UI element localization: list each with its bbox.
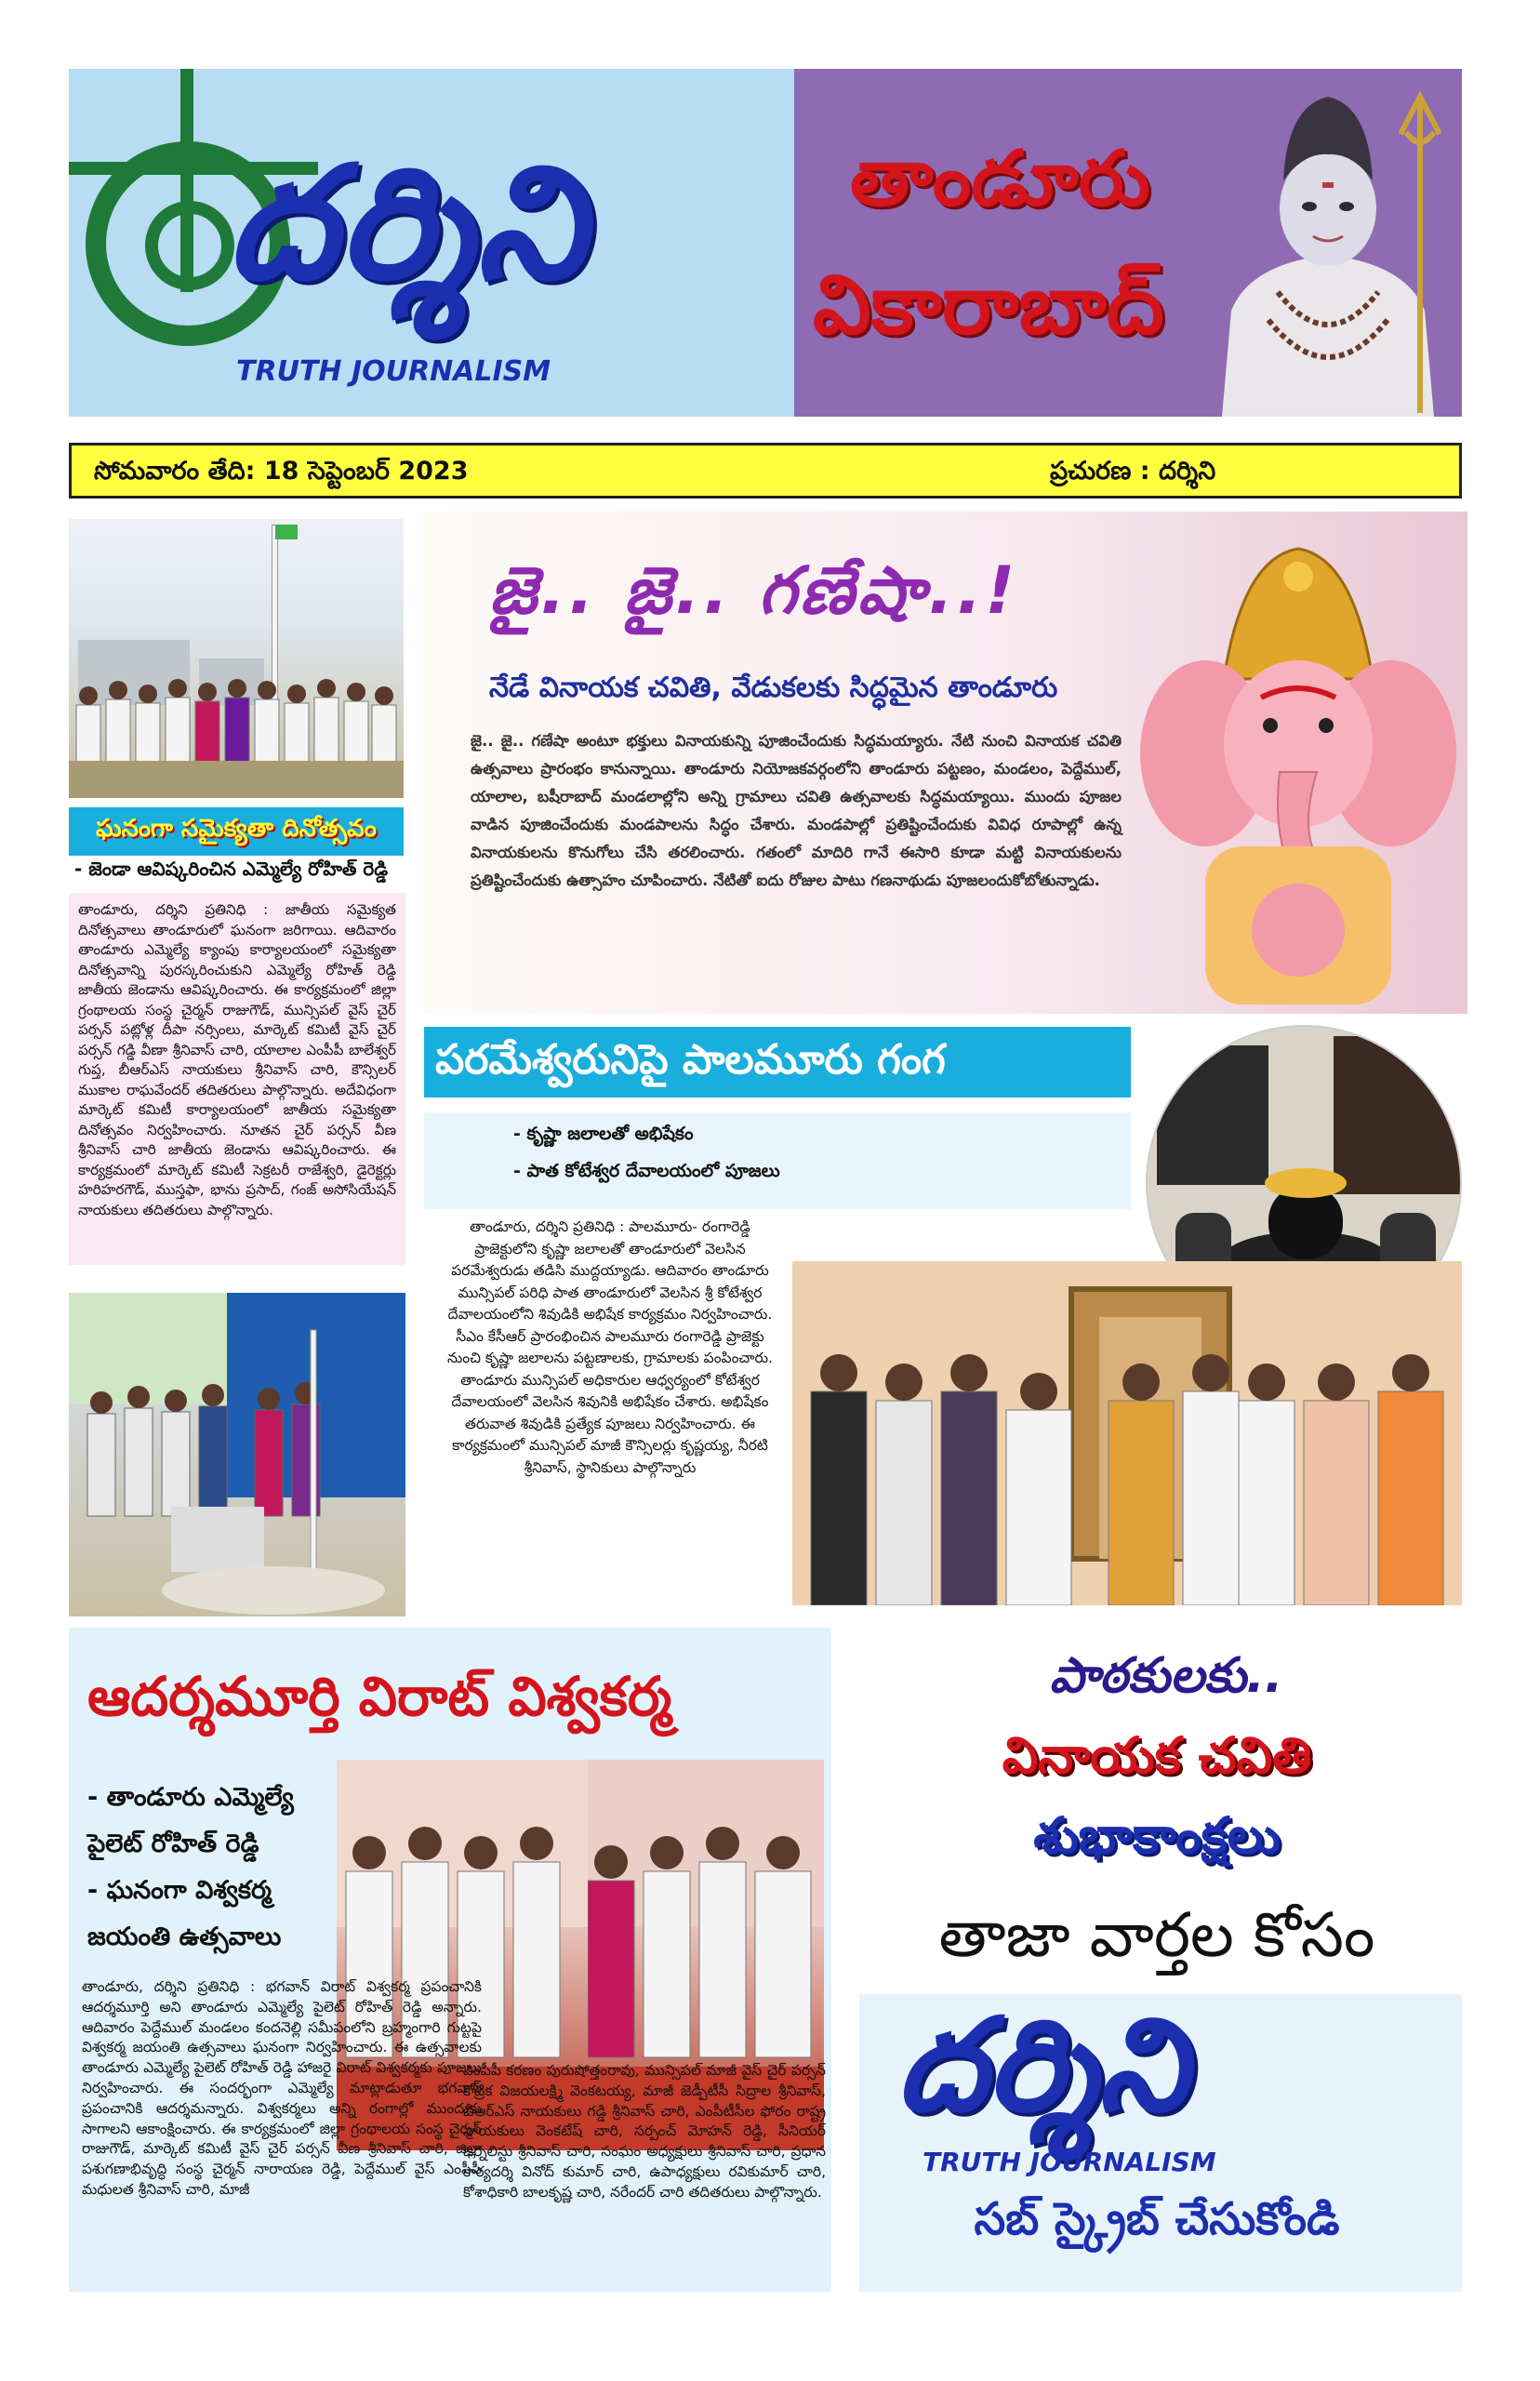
- ground-shape: [69, 761, 404, 798]
- vishwakarma-subhead-4: జయంతి ఉత్సవాలు: [87, 1922, 282, 1951]
- memorial-gathering-photo: [69, 1293, 405, 1616]
- promo-fresh-news-line: తాజా వార్తల కోసం: [938, 1899, 1375, 1971]
- date-bar: [69, 443, 1462, 499]
- integration-day-body: తాండూరు, దర్శిని ప్రతినిధి : జాతీయ సమైక్యత దినోత్సవాలు తాండూరులో ఘనంగా జరిగాయి. ఆదివారం తాండూరు ఎమ్మెల్యే క్యాంపు కార్యాలయంలో సమైక్యతా దినోత్సవాన్ని పురస్కరించుకుని ఎమ్మెల్యే రోహిత్ రెడ్డి జాతీయ జెండాను ఆవిష్కరించారు. ఈ కార్యక్రమంలో జిల్లా గ్రంథాలయ సంస్థ చైర్మన్ రాజుగౌడ్, మున్సిపల్ వైస్ చైర్ పర్సన్ పట్లోళ్ల దీపా నర్సింలు, మార్కెట్ కమిటీ వైస్ చైర్ పర్సన్ గడ్డి వీణా శ్రీనివాస్ చారి, యాలాల ఎంపీపీ బాలేశ్వర్ గుప్త, బీఆర్ఎస్ నాయకులు శ్రీనివాస్ చారి, కౌన్సిలర్ ముకాల రాఘవేందర్ తదితరులు పాల్గొన్నారు. అదేవిధంగా మార్కెట్ కమిటీ కార్యాలయంలో జాతీయ సమైక్యతా దినోత్సవం నిర్వహించారు. నూతన చైర్ పర్సన్ వీణ శ్రీనివాస్ చారి జాతీయ జెండాను ఆవిష్కరించారు. ఈ కార్యక్రమంలో మార్కెట్ కమిటీ సెక్రటరీ రాజేశ్వరి, డైరెక్టర్లు హరిహరగౌడ్, ముస్తఫా, భాను ప్రసాద్, గంజ్ అసోసియేషన్ నాయకులు తదితరులు పాల్గొన్నారు.: [69, 893, 405, 1265]
- subscribe-cta[interactable]: సబ్ స్క్రైబ్ చేసుకోండి: [974, 2193, 1340, 2245]
- memorial-scene: [69, 1293, 405, 1616]
- temple-group-scene: [792, 1261, 1462, 1605]
- vishwakarma-body-left: తాండూరు, దర్శిని ప్రతినిధి : భగవాన్ విరాట్ విశ్వకర్మ ప్రపంచానికి ఆదర్శమూర్తి అని తాండూరు ఎమ్మెల్యే పైలెట్ రోహిత్ రెడ్డి అన్నారు. ఆదివారం పెద్దేముల్ మండలం కందనెల్లి సమీపంలోని బ్రహ్మంగారి గుట్టపై విశ్వకర్మ జయంతి ఉత్సవాలు ఘనంగా నిర్వహించారు. ఈ ఉత్సవాలకు తాండూరు ఎమ్మెల్యే పైలెట్ రోహిత్ రెడ్డి హాజరై విరాట్ విశ్వకర్మకు పూజలు నిర్వహించారు. ఈ సందర్భంగా ఎమ్మెల్యే మాట్లాడుతూ భగవాన్ ప్రపంచానికి ఆదర్శమన్నారు. విశ్వకర్మలు అన్ని రంగాల్లో ముందుకు సాగాలని ఆకాంక్షించారు. ఈ కార్యక్రమంలో జిల్లా గ్రంథాలయ సంస్థ చైర్మన్ రాజుగౌడ్, మార్కెట్ కమిటీ వైస్ చైర్ పర్సన్ వీణ శ్రీనివాస్ చారి, జిల్లా పశుగణాభివృద్ధి సంస్థ చైర్మన్ నారాయణ రెడ్డి, పెద్దేముల్ వైస్ ఎంపీపీ మధులత శ్రీనివాస్ చారి, మాజీ: [82, 1978, 482, 2198]
- crowd-figures: [69, 677, 404, 770]
- promo-brand-tagline: TRUTH JOURNALISM: [923, 2147, 1216, 2177]
- flag-icon: [275, 525, 298, 539]
- palamuru-subhead-1: - కృష్ణా జలాలతో అభిషేకం: [513, 1124, 694, 1144]
- ganesha-story: [424, 512, 1467, 1014]
- palamuru-headline-band: [424, 1027, 1131, 1097]
- promo-readers-line: పాఠకులకు..: [1049, 1648, 1283, 1704]
- vishwakarma-subhead-1: - తాండూరు ఎమ్మెల్యే: [87, 1783, 294, 1812]
- vishwakarma-story: [69, 1628, 831, 2292]
- palamuru-body: తాండూరు, దర్శిని ప్రతినిధి : పాలమూరు- రంగారెడ్డి ప్రాజెక్టులోని కృష్ణా జలాలతో తాండూరులో వెలసిన పరమేశ్వరుడు తడిసి ముద్దయ్యాడు. ఆదివారం తాండూరు మున్సిపల్ పరిధి పాత తాండూరులో వెలసిన శ్రీ కోటేశ్వర దేవాలయంలోని శివుడికి అభిషేక కార్యక్రమం నిర్వహించారు. సీఎం కేసీఆర్ ప్రారంభించిన పాలమూరు రంగారెడ్డి ప్రాజెక్టు నుంచి కృష్ణా జలాలను పట్టణాలకు, గ్రామాలకు పంపించారు. తాండూరు మున్సిపల్ అధికారుల ఆధ్వర్యంలో కోటేశ్వర దేవాలయంలో వెలసిన శివునికి అభిషేకం చేశారు. అభిషేకం తరువాత శివుడికి ప్రత్యేక పూజలు నిర్వహించారు. ఈ కార్యక్రమంలో మున్సిపల్ మాజీ కౌన్సిలర్లు కృష్ణయ్య, నీరటి శ్రీనివాస్, స్థానికులు పాల్గొన్నారు: [446, 1218, 774, 1476]
- promo-brand-name: దర్శిని: [896, 1990, 1188, 2140]
- vishwakarma-headline: ఆదర్శమూర్తి విరాట్ విశ్వకర్మ: [87, 1665, 672, 1728]
- integration-day-subhead: - జెండా ఆవిష్కరించిన ఎమ్మెల్యే రోహిత్ రెడ్డి: [74, 858, 389, 880]
- festival-greetings-promo: [859, 1628, 1462, 2292]
- publisher-credit: ప్రచురణ : దర్శిని: [1050, 457, 1216, 486]
- target-logo-crosshair-v: [180, 69, 193, 292]
- edition-name-line2: వికారాబాద్: [813, 257, 1164, 352]
- palamuru-subhead-2: - పాత కోటేశ్వర దేవాలయంలో పూజలు: [513, 1161, 780, 1181]
- promo-greetings-line: శుభాకాంక్షలు: [1033, 1806, 1281, 1865]
- promo-festival-line: వినాయక చవితి: [1002, 1726, 1312, 1785]
- ganesha-idol-image: [1140, 539, 1456, 1004]
- vishwakarma-body-right: ఎంపీపీ కరణం పురుషోత్తంరావు, మున్సిపల్ మాజీ వైస్ చైర్ పర్సన్ కోట్రిక విజయలక్ష్మి వెంకటయ్య, మాజీ జెడ్పీటీసీ సిద్రాల శ్రీనివాస్, బీఆర్ఎస్ నాయకులు గడ్డి శ్రీనివాస్ చారి, ఎంపీటీసీల ఫోరం రాష్ట్ర నాయకులు వెంకటేష్ చారి, సర్పంచ్ మోహన్ రెడ్డి, సీనియర్ జర్నలిస్టు శ్రీనివాస్ చారి, సంఘం అధ్యక్షులు శ్రీనివాస్ చారి, ప్రధాన కార్యదర్శి వినోద్ కుమార్ చారి, ఉపాధ్యక్షులు రవికుమార్ చారి, కోశాధికారి బాలకృష్ణ చారి, నరేందర్ చారి తదితరులు పాల్గొన్నారు.: [463, 2062, 826, 2201]
- vishwakarma-subheads: [87, 1775, 376, 1961]
- ganesha-subhead: నేడే వినాయక చవితి, వేడుకలకు సిద్ధమైన తాండూరు: [489, 672, 1058, 704]
- vishwakarma-subhead-2: పైలెట్ రోహిత్ రెడ్డి: [87, 1829, 259, 1858]
- flag-hoisting-photo: [69, 519, 404, 798]
- temple-group-photo: [792, 1261, 1462, 1605]
- ganesha-body: జై.. జై.. గణేషా అంటూ భక్తులు వినాయకున్ని పూజించేందుకు సిద్ధమయ్యారు. నేటి నుంచి వినాయక చవితి ఉత్సవాలు ప్రారంభం కానున్నాయి. తాండూరు నియోజకవర్గంలోని తాండూరు పట్టణం, మండలం, పెద్దేముల్, యాలాల, బషీరాబాద్ మండలాల్లోని అన్ని గ్రామాలు చవితి ఉత్సవాలకు సిద్ధమయ్యాయి. ముందు పూజల వాడిన పూజించేందుకు మండపాలను సిద్ధం చేశారు. మండపాల్లో ప్రతిష్టించేందుకు వివిధ రూపాల్లో ఉన్న వినాయకులను కొనుగోలు చేసి తరలించారు. గతంలో మాదిరి గానే ఈసారి కూడా మట్టి వినాయకులను ప్రతిష్టించేందుకు ఉత్సాహం చూపించారు. నేటితో ఐదు రోజుల పాటు గణనాథుడు పూజలందుకోబోతున్నాడు.: [471, 732, 1122, 889]
- lord-shiva-image: [1194, 78, 1462, 417]
- integration-day-caption: ఘనంగా సమైక్యతా దినోత్సవం: [96, 815, 377, 843]
- vishwakarma-subhead-3: - ఘనంగా విశ్వకర్మ: [87, 1876, 272, 1905]
- brand-name: దర్శిని: [227, 132, 588, 314]
- edition-name-line1: తాండూరు: [850, 135, 1150, 223]
- ganesha-headline: జై.. జై.. గణేషా..!: [489, 552, 1019, 629]
- brand-tagline: TRUTH JOURNALISM: [236, 355, 551, 388]
- integration-day-caption-band: [69, 807, 404, 856]
- palamuru-headline: పరమేశ్వరునిపై పాలమూరు గంగ: [435, 1036, 946, 1084]
- palamuru-subheads: [424, 1112, 1131, 1209]
- masthead: [69, 69, 1462, 417]
- issue-date: సోమవారం తేది: 18 సెప్టెంబర్ 2023: [94, 457, 469, 486]
